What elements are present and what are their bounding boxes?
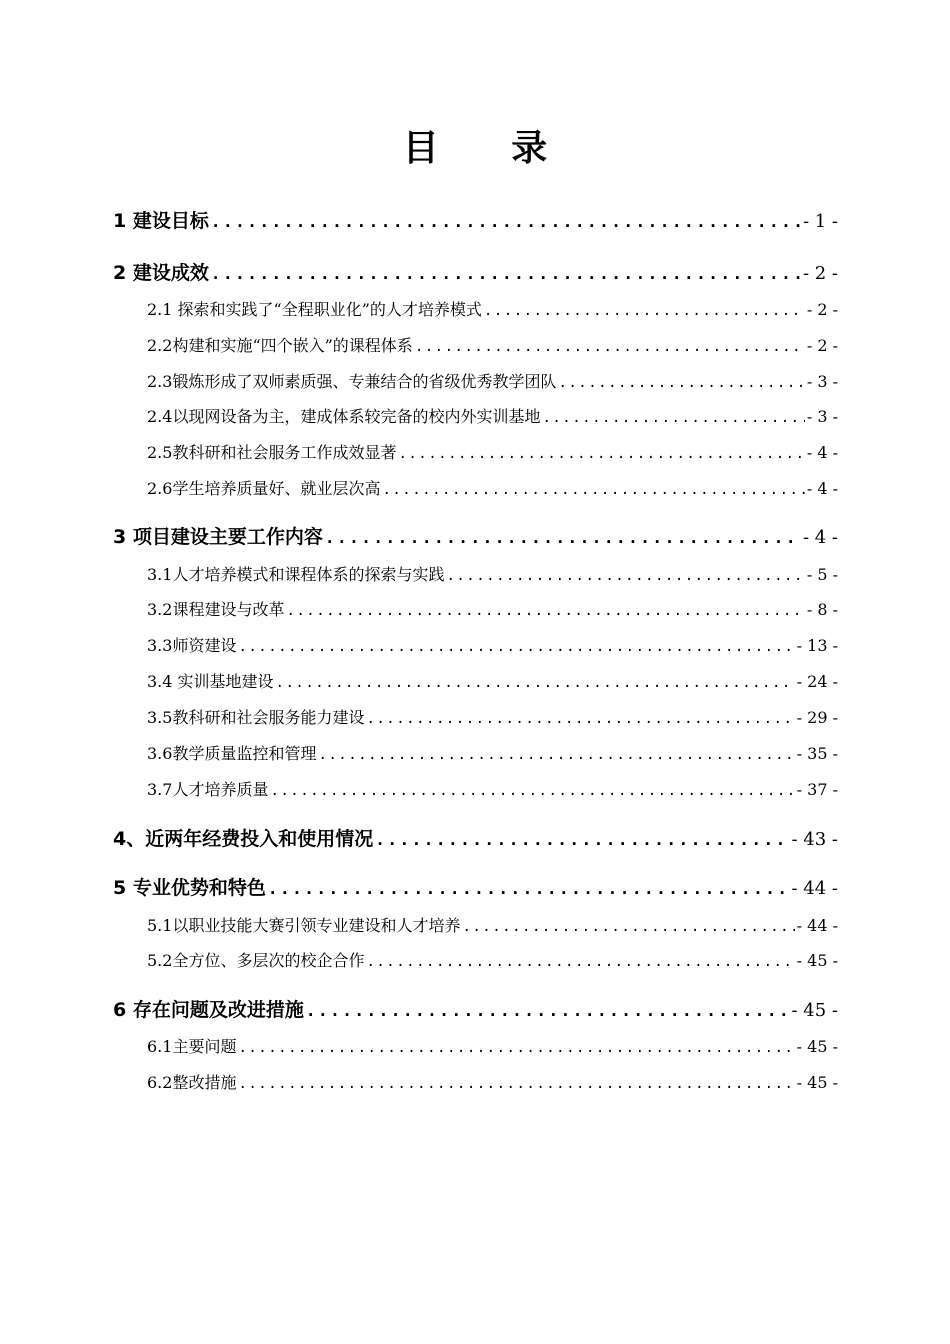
toc-entry-text: 3.3师资建设 [147,636,237,655]
toc-leader-dots [398,446,804,462]
toc-page-number: - 4 - [802,527,838,548]
toc-leader-dots [366,711,794,727]
toc-entry-text: 2.3锻炼形成了双师素质强、专兼结合的省级优秀教学团队 [147,372,557,391]
toc-entry-text: 3 项目建设主要工作内容 [113,526,323,548]
toc-leader-dots [211,264,801,283]
toc-page-number: - 3 - [806,372,838,391]
toc-entry[interactable] [113,995,838,1022]
toc-entry-text: 2.2构建和实施“四个嵌入”的课程体系 [147,336,413,355]
toc-entry[interactable] [113,824,838,851]
toc-entry[interactable] [113,873,838,900]
toc-entry[interactable] [147,297,838,320]
toc-leader-dots [375,830,789,849]
toc-entry-text: 2.4以现网设备为主，建成体系较完备的校内外实训基地 [147,407,541,426]
toc-leader-dots [238,639,794,655]
toc-leader-dots [276,675,795,691]
toc-entry[interactable] [147,633,838,656]
toc-leader-dots [211,212,801,231]
toc-leader-dots [325,528,801,547]
toc-leader-dots [382,482,804,498]
toc-page-number: - 44 - [791,878,838,899]
toc-page-number: - 24 - [796,672,838,691]
toc-leader-dots [415,339,805,355]
toc-leader-dots [286,603,804,619]
toc-leader-dots [366,954,794,970]
toc-leader-dots [306,1001,790,1020]
toc-entry-text: 5.2全方位、多层次的校企合作 [147,951,365,970]
toc-leader-dots [462,919,794,935]
toc-page-number: - 29 - [796,708,838,727]
toc-leader-dots [484,303,805,319]
toc-entry-text: 1 建设目标 [113,210,209,232]
toc-entry[interactable] [113,522,838,549]
toc-entry[interactable] [147,476,838,499]
toc-leader-dots [268,879,790,898]
toc-page-number: - 8 - [806,600,838,619]
toc-entry-text: 6.1主要问题 [147,1037,237,1056]
toc-leader-dots [270,783,794,799]
toc-page-number: - 13 - [796,636,838,655]
toc-entry[interactable] [147,913,838,936]
toc-entry[interactable] [147,440,838,463]
toc-page-number: - 1 - [802,211,838,232]
toc-page-number: - 2 - [802,263,838,284]
toc-entry[interactable] [147,562,838,585]
toc-leader-dots [238,1040,794,1056]
toc-entry[interactable] [147,1070,838,1093]
toc-page-number: - 45 - [796,1073,838,1092]
toc-entry-text: 3.4 实训基地建设 [147,672,274,691]
toc-entry-text: 3.1人才培养模式和课程体系的探索与实践 [147,565,445,584]
toc-entry[interactable] [147,597,838,620]
toc-page-number: - 45 - [796,1037,838,1056]
toc-entry[interactable] [147,333,838,356]
toc-page-number: - 2 - [806,300,838,319]
toc-entry-text: 2.1 探索和实践了“全程职业化”的人才培养模式 [147,300,482,319]
toc-entry-text: 3.7人才培养质量 [147,780,269,799]
toc-page-number: - 3 - [806,407,838,426]
toc-entry-text: 6 存在问题及改进措施 [113,999,304,1021]
toc-page-number: - 4 - [806,443,838,462]
toc-entry[interactable] [147,404,838,427]
toc-entry-text: 3.6教学质量监控和管理 [147,744,317,763]
toc-entry[interactable] [147,1034,838,1057]
toc-page-number: - 37 - [796,780,838,799]
toc-entry[interactable] [147,669,838,692]
toc-entry[interactable] [147,948,838,971]
toc-entry[interactable] [147,705,838,728]
toc-page-number: - 44 - [796,916,838,935]
toc-entry-text: 5 专业优势和特色 [113,877,266,899]
toc-entry[interactable] [147,777,838,800]
toc-leader-dots [542,410,804,426]
toc-entry[interactable] [147,741,838,764]
toc-page-number: - 35 - [796,744,838,763]
toc-entry-text: 3.5教科研和社会服务能力建设 [147,708,365,727]
toc-page-number: - 4 - [806,479,838,498]
toc-title: 目 录 [402,128,578,169]
toc-entry-text: 6.2整改措施 [147,1073,237,1092]
toc-entry[interactable] [147,369,838,392]
toc-entry-text: 2.5教科研和社会服务工作成效显著 [147,443,397,462]
toc-page-number: - 2 - [806,336,838,355]
toc-entry-text: 4、近两年经费投入和使用情况 [113,828,374,850]
toc-page-number: - 45 - [796,951,838,970]
toc-leader-dots [558,375,804,391]
toc-entry-text: 2.6学生培养质量好、就业层次高 [147,479,381,498]
toc-leader-dots [238,1076,794,1092]
toc-page-number: - 45 - [791,1000,838,1021]
toc-entry-text: 3.2课程建设与改革 [147,600,285,619]
toc-entry[interactable] [113,206,838,233]
toc-leader-dots [318,747,794,763]
toc-leader-dots [446,568,804,584]
toc-entry[interactable] [113,258,838,285]
toc-entry-text: 2 建设成效 [113,262,209,284]
toc-entry-text: 5.1以职业技能大赛引领专业建设和人才培养 [147,916,461,935]
toc-page-number: - 43 - [791,829,838,850]
toc-page-number: - 5 - [806,565,838,584]
